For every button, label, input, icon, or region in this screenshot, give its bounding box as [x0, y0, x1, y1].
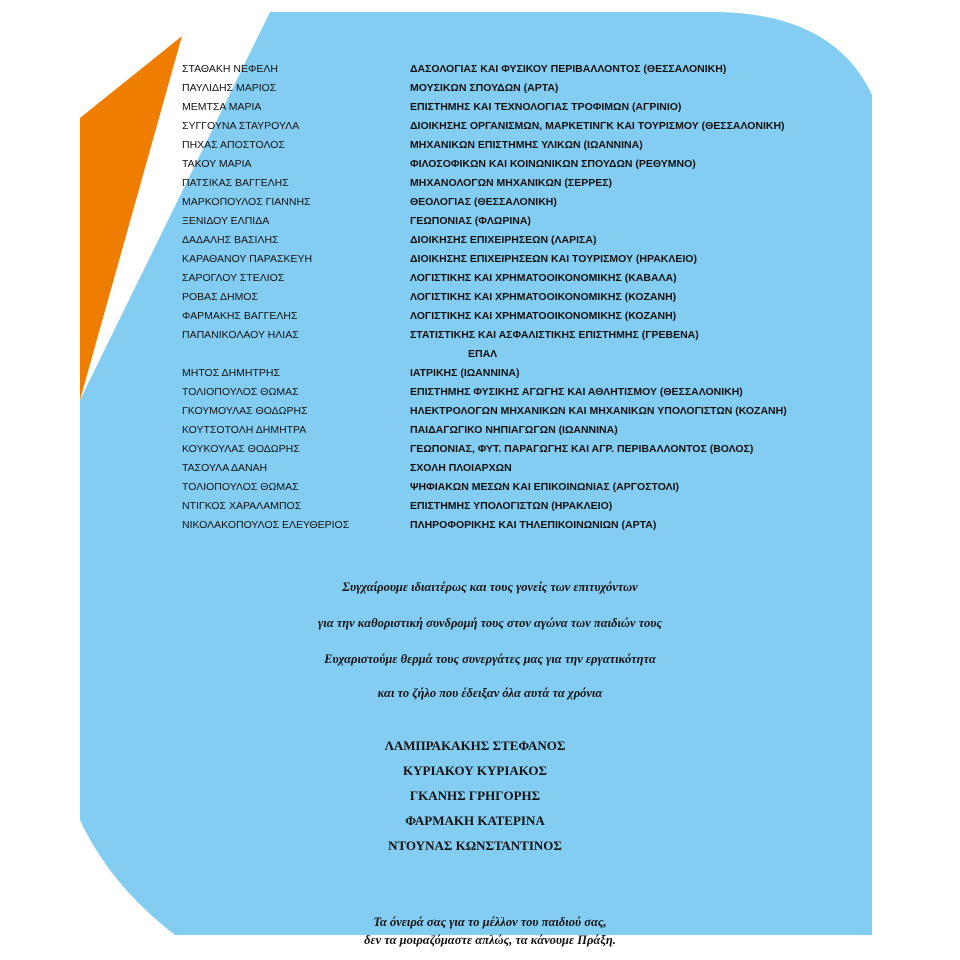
motto-line-2: δεν τα μοιραζόμαστε απλώς, τα κάνουμε Πράξη.	[364, 933, 616, 947]
graduate-name: ΝΤΙΓΚΟΣ ΧΑΡΑΛΑΜΠΟΣ	[182, 500, 302, 512]
graduate-school: ΓΕΩΠΟΝΙΑΣ, ΦΥΤ. ΠΑΡΑΓΩΓΗΣ ΚΑΙ ΑΓΡ. ΠΕΡΙΒΑΛΛΟΝΤΟΣ (ΒΟΛΟΣ)	[410, 443, 754, 455]
graduate-school: ΓΕΩΠΟΝΙΑΣ (ΦΛΩΡΙΝΑ)	[410, 215, 531, 227]
graduate-name: ΤΟΛΙΟΠΟΥΛΟΣ ΘΩΜΑΣ	[182, 386, 299, 398]
graduate-school: ΜΗΧΑΝΟΛΟΓΩΝ ΜΗΧΑΝΙΚΩΝ (ΣΕΡΡΕΣ)	[410, 177, 613, 189]
graduate-name: ΚΟΥΚΟΥΛΑΣ ΘΟΔΩΡΗΣ	[182, 443, 300, 455]
graduate-row	[0, 307, 960, 326]
graduate-school: ΛΟΓΙΣΤΙΚΗΣ ΚΑΙ ΧΡΗΜΑΤΟΟΙΚΟΝΟΜΙΚΗΣ (ΚΟΖΑΝΗ)	[410, 310, 677, 322]
graduate-row	[0, 478, 960, 497]
graduate-name: ΜΕΜΤΣΑ ΜΑΡΙΑ	[182, 101, 262, 113]
graduate-name: ΚΑΡΑΘΑΝΟΥ ΠΑΡΑΣΚΕΥΗ	[182, 253, 313, 265]
graduate-row	[0, 117, 960, 136]
graduate-name: ΓΚΟΥΜΟΥΛΑΣ ΘΟΔΩΡΗΣ	[182, 405, 308, 417]
graduate-name: ΞΕΝΙΔΟΥ ΕΛΠΙΔΑ	[182, 215, 270, 227]
graduate-school: ΨΗΦΙΑΚΩΝ ΜΕΣΩΝ ΚΑΙ ΕΠΙΚΟΙΝΩΝΙΑΣ (ΑΡΓΟΣΤΟΛΙ)	[410, 481, 680, 493]
graduate-row	[0, 212, 960, 231]
graduate-row	[0, 60, 960, 79]
graduate-name: ΠΑΥΛΙΔΗΣ ΜΑΡΙΟΣ	[182, 82, 277, 94]
graduate-row	[0, 497, 960, 516]
graduate-row	[0, 136, 960, 155]
signature-name: ΦΑΡΜΑΚΗ ΚΑΤΕΡΙΝΑ	[405, 813, 545, 828]
graduate-school: ΣΧΟΛΗ ΠΛΟΙΑΡΧΩΝ	[410, 462, 512, 474]
graduate-name: ΤΑΣΟΥΛΑ ΔΑΝΑΗ	[182, 462, 268, 474]
graduate-row	[0, 326, 960, 345]
graduate-school: ΜΟΥΣΙΚΩΝ ΣΠΟΥΔΩΝ (ΑΡΤΑ)	[410, 82, 559, 94]
section-heading-row	[0, 345, 960, 364]
graduate-row	[0, 402, 960, 421]
graduate-row	[0, 250, 960, 269]
graduate-name: ΠΑΠΑΝΙΚΟΛΑΟΥ ΗΛΙΑΣ	[182, 329, 299, 341]
graduate-row	[0, 269, 960, 288]
graduate-name: ΠΗΧΑΣ ΑΠΟΣΤΟΛΟΣ	[182, 139, 285, 151]
motto-line-1: Τα όνειρά σας για το μέλλον του παιδιού σας,	[373, 915, 607, 929]
section-heading: ΕΠΑΛ	[468, 348, 498, 360]
graduate-row	[0, 98, 960, 117]
graduate-school: ΗΛΕΚΤΡΟΛΟΓΩΝ ΜΗΧΑΝΙΚΩΝ ΚΑΙ ΜΗΧΑΝΙΚΩΝ ΥΠΟΛΟΓΙΣΤΩΝ (ΚΟΖΑΝΗ)	[410, 405, 787, 417]
graduate-name: ΔΑΔΑΛΗΣ ΒΑΣΙΛΗΣ	[182, 234, 279, 246]
graduate-school: ΠΛΗΡΟΦΟΡΙΚΗΣ ΚΑΙ ΤΗΛΕΠΙΚΟΙΝΩΝΙΩΝ (ΑΡΤΑ)	[410, 519, 657, 531]
graduate-name: ΣΥΓΓΟΥΝΑ ΣΤΑΥΡΟΥΛΑ	[182, 120, 300, 132]
graduate-school: ΔΑΣΟΛΟΓΙΑΣ ΚΑΙ ΦΥΣΙΚΟΥ ΠΕΡΙΒΑΛΛΟΝΤΟΣ (ΘΕΣΣΑΛΟΝΙΚΗ)	[410, 63, 727, 75]
thanks-line-4: και το ζήλο που έδειξαν όλα αυτά τα χρόνια	[377, 686, 603, 700]
graduate-row	[0, 459, 960, 478]
graduate-school: ΔΙΟΙΚΗΣΗΣ ΟΡΓΑΝΙΣΜΩΝ, ΜΑΡΚΕΤΙΝΓΚ ΚΑΙ ΤΟΥΡΙΣΜΟΥ (ΘΕΣΣΑΛΟΝΙΚΗ)	[410, 120, 785, 132]
signature-name: ΛΑΜΠΡΑΚΑΚΗΣ ΣΤΕΦΑΝΟΣ	[384, 738, 566, 753]
graduate-row	[0, 231, 960, 250]
graduate-school: ΕΠΙΣΤΗΜΗΣ ΥΠΟΛΟΓΙΣΤΩΝ (ΗΡΑΚΛΕΙΟ)	[410, 500, 613, 512]
graduate-name: ΝΙΚΟΛΑΚΟΠΟΥΛΟΣ ΕΛΕΥΘΕΡΙΟΣ	[182, 519, 350, 531]
graduate-school: ΠΑΙΔΑΓΩΓΙΚΟ ΝΗΠΙΑΓΩΓΩΝ (ΙΩΑΝΝΙΝΑ)	[410, 424, 618, 436]
graduate-row	[0, 79, 960, 98]
graduate-school: ΣΤΑΤΙΣΤΙΚΗΣ ΚΑΙ ΑΣΦΑΛΙΣΤΙΚΗΣ ΕΠΙΣΤΗΜΗΣ (ΓΡΕΒΕΝΑ)	[410, 329, 699, 341]
graduate-school: ΔΙΟΙΚΗΣΗΣ ΕΠΙΧΕΙΡΗΣΕΩΝ ΚΑΙ ΤΟΥΡΙΣΜΟΥ (ΗΡΑΚΛΕΙΟ)	[410, 253, 697, 265]
graduate-school: ΕΠΙΣΤΗΜΗΣ ΦΥΣΙΚΗΣ ΑΓΩΓΗΣ ΚΑΙ ΑΘΛΗΤΙΣΜΟΥ (ΘΕΣΣΑΛΟΝΙΚΗ)	[410, 386, 743, 398]
graduate-name: ΤΟΛΙΟΠΟΥΛΟΣ ΘΩΜΑΣ	[182, 481, 299, 493]
graduate-name: ΣΤΑΘΑΚΗ ΝΕΦΕΛΗ	[182, 63, 278, 75]
graduate-name: ΣΑΡΟΓΛΟΥ ΣΤΕΛΙΟΣ	[182, 272, 285, 284]
graduate-name: ΠΑΤΣΙΚΑΣ ΒΑΓΓΕΛΗΣ	[182, 177, 289, 189]
thanks-line-1: Συγχαίρουμε ιδιαιτέρως και τους γονείς των επιτυχόντων	[342, 580, 638, 594]
graduate-name: ΤΑΚΟΥ ΜΑΡΙΑ	[182, 158, 252, 170]
graduate-row	[0, 193, 960, 212]
graduate-school: ΘΕΟΛΟΓΙΑΣ (ΘΕΣΣΑΛΟΝΙΚΗ)	[410, 196, 557, 208]
graduate-row	[0, 421, 960, 440]
graduate-row	[0, 288, 960, 307]
graduate-row	[0, 155, 960, 174]
graduate-school: ΛΟΓΙΣΤΙΚΗΣ ΚΑΙ ΧΡΗΜΑΤΟΟΙΚΟΝΟΜΙΚΗΣ (ΚΟΖΑΝΗ)	[410, 291, 677, 303]
thanks-line-2: για την καθοριστική συνδρομή τους στον αγώνα των παιδιών τους	[318, 616, 662, 630]
graduate-name: ΚΟΥΤΣΟΤΟΛΗ ΔΗΜΗΤΡΑ	[182, 424, 307, 436]
graduate-name: ΜΗΤΟΣ ΔΗΜΗΤΡΗΣ	[182, 367, 280, 379]
graduate-row	[0, 516, 960, 535]
thanks-line-3: Ευχαριστούμε θερμά τους συνεργάτες μας για την εργατικότητα	[324, 652, 656, 666]
graduate-row	[0, 174, 960, 193]
graduate-school: ΕΠΙΣΤΗΜΗΣ ΚΑΙ ΤΕΧΝΟΛΟΓΙΑΣ ΤΡΟΦΙΜΩΝ (ΑΓΡΙΝΙΟ)	[410, 101, 682, 113]
graduate-school: ΦΙΛΟΣΟΦΙΚΩΝ ΚΑΙ ΚΟΙΝΩΝΙΚΩΝ ΣΠΟΥΔΩΝ (ΡΕΘΥΜΝΟ)	[410, 158, 696, 170]
signature-name: ΚΥΡΙΑΚΟΥ ΚΥΡΙΑΚΟΣ	[403, 763, 547, 778]
graduate-name: ΜΑΡΚΟΠΟΥΛΟΣ ΓΙΑΝΝΗΣ	[182, 196, 311, 208]
graduate-school: ΙΑΤΡΙΚΗΣ (ΙΩΑΝΝΙΝΑ)	[410, 367, 520, 379]
motto	[280, 913, 700, 949]
graduate-school: ΔΙΟΙΚΗΣΗΣ ΕΠΙΧΕΙΡΗΣΕΩΝ (ΛΑΡΙΣΑ)	[410, 234, 597, 246]
signature-name: ΓΚΑΝΗΣ ΓΡΗΓΟΡΗΣ	[409, 788, 541, 803]
graduate-row	[0, 364, 960, 383]
graduate-name: ΦΑΡΜΑΚΗΣ ΒΑΓΓΕΛΗΣ	[182, 310, 298, 322]
signature-name: ΝΤΟΥΝΑΣ ΚΩΝΣΤΑΝΤΙΝΟΣ	[388, 838, 562, 853]
graduate-row	[0, 383, 960, 402]
graduate-school: ΛΟΓΙΣΤΙΚΗΣ ΚΑΙ ΧΡΗΜΑΤΟΟΙΚΟΝΟΜΙΚΗΣ (ΚΑΒΑΛΑ)	[410, 272, 677, 284]
graduate-row	[0, 440, 960, 459]
graduate-school: ΜΗΧΑΝΙΚΩΝ ΕΠΙΣΤΗΜΗΣ ΥΛΙΚΩΝ (ΙΩΑΝΝΙΝΑ)	[410, 139, 643, 151]
graduate-name: ΡΟΒΑΣ ΔΗΜΟΣ	[182, 291, 259, 303]
